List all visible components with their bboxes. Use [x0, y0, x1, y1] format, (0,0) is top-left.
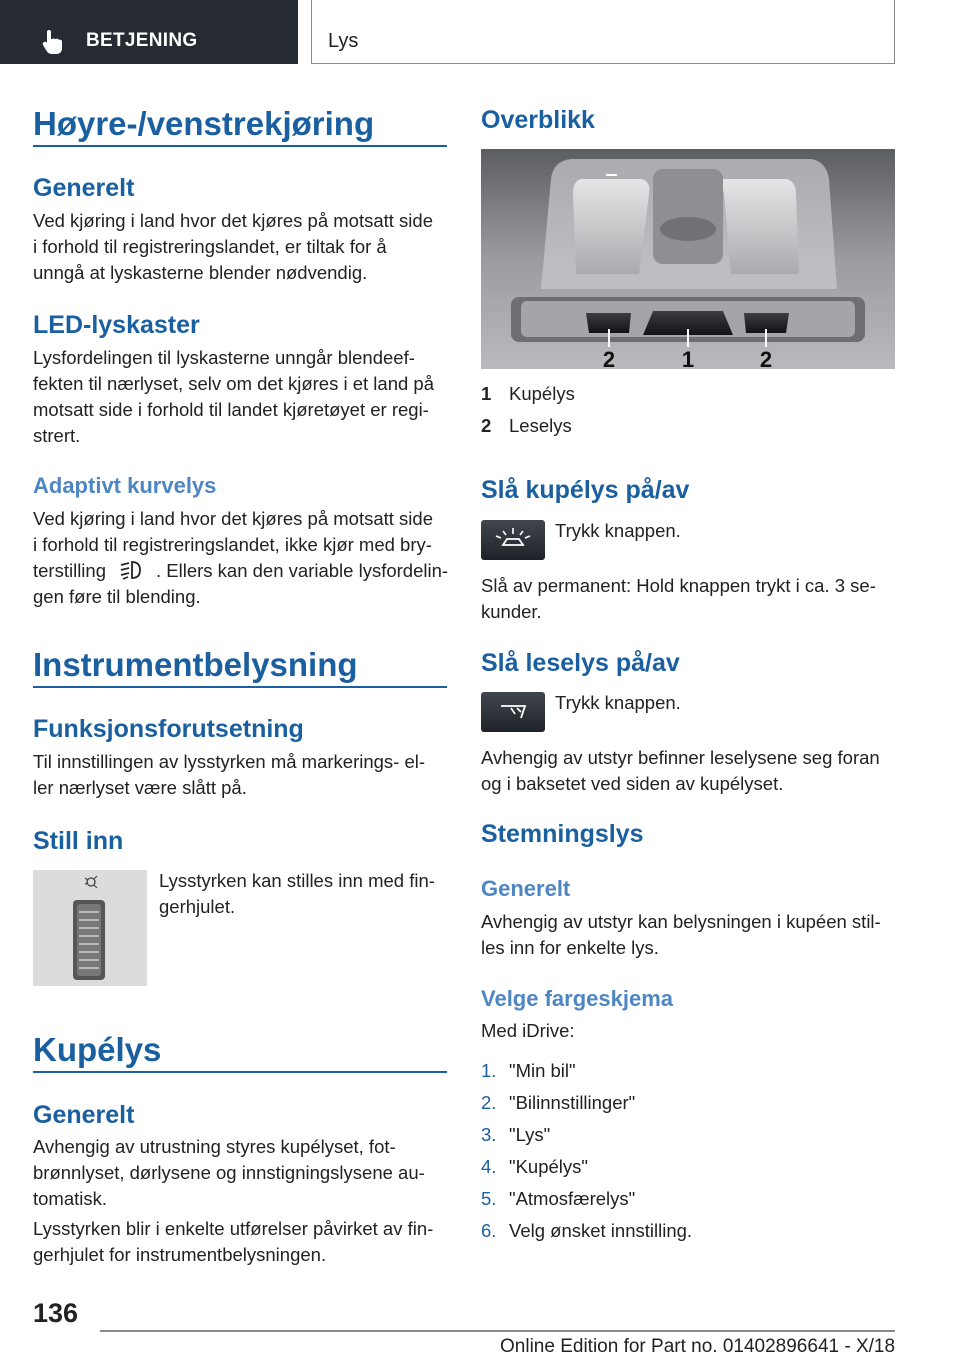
callout-label: 2 [759, 347, 773, 369]
legend-text: Kupélys [509, 383, 575, 404]
subheading-generelt: Generelt [481, 876, 571, 901]
text-fragment: . Ellers kan den variable lysfordelin- [156, 560, 449, 581]
step-number: 6. [481, 1220, 497, 1241]
paragraph-line: i forhold til registreringslandet, ikke kjør med bry- [33, 534, 432, 555]
subheading-kupelys-pa-av: Slå kupélys på/av [481, 476, 690, 504]
paragraph-line: Trykk knappen. [555, 520, 681, 541]
overhead-console-image [481, 149, 895, 369]
step-text: "Min bil" [509, 1060, 576, 1081]
paragraph-line: Til innstillingen av lysstyrken må markerings- el- [33, 751, 426, 772]
paragraph-line: ler nærlyset være slått på. [33, 777, 247, 798]
section-label: BETJENING [86, 30, 198, 51]
heading-rule [33, 145, 447, 147]
subheading-led: LED-lyskaster [33, 311, 200, 339]
heading-hoyre-venstre: Høyre-/venstrekjøring [33, 105, 375, 142]
section-tab [0, 0, 298, 64]
paragraph-line: strert. [33, 425, 81, 446]
subheading-leselys-pa-av: Slå leselys på/av [481, 649, 680, 677]
footer-rule [100, 1330, 895, 1332]
legend-number: 1 [481, 383, 492, 404]
step-text: "Kupélys" [509, 1156, 588, 1177]
subheading-still-inn: Still inn [33, 827, 124, 855]
subheading-generelt: Generelt [33, 1101, 135, 1129]
step-text: Velg ønsket innstilling. [509, 1220, 693, 1241]
paragraph-line: Slå av permanent: Hold knappen trykt i ca. 3 se- [481, 575, 876, 596]
paragraph-line: fekten til nærlyset, selv om det kjøres i et land på [33, 373, 435, 394]
step-text: "Atmosfærelys" [509, 1188, 636, 1209]
legend-text: Leselys [509, 415, 572, 436]
paragraph-line: i forhold til registreringslandet, er tiltak for å [33, 236, 387, 257]
text-fragment: terstilling [33, 560, 106, 581]
interior-light-button-image [481, 520, 545, 560]
step-number: 3. [481, 1124, 497, 1145]
paragraph-line: gerhjulet for instrumentbelysningen. [33, 1244, 327, 1265]
paragraph-line: Avhengig av utstyr befinner leselysene seg foran [481, 747, 880, 768]
paragraph-line: motsatt side i forhold til landet kjøretøyet er regi- [33, 399, 429, 420]
paragraph-line: Avhengig av utstyr kan belysningen i kupéen stil- [481, 911, 881, 932]
paragraph-line: Med iDrive: [481, 1020, 575, 1041]
step-number: 1. [481, 1060, 497, 1081]
subheading-overblikk: Overblikk [481, 106, 595, 134]
step-text: "Bilinnstillinger" [509, 1092, 636, 1113]
paragraph-line: brønnlyset, dørlysene og innstigningslysene au- [33, 1162, 425, 1183]
finger-wheel-icon [33, 870, 147, 986]
paragraph-line: Lysfordelingen til lyskasterne unngår blendeef- [33, 347, 415, 368]
legend-number: 2 [481, 415, 492, 436]
chapter-box [311, 0, 895, 64]
callout-label: 1 [681, 347, 695, 369]
paragraph-line: les inn for enkelte lys. [481, 937, 659, 958]
chapter-label: Lys [328, 30, 359, 52]
paragraph-line: unngå at lyskasterne blender nødvendig. [33, 262, 368, 283]
heading-instrumentbelysning: Instrumentbelysning [33, 646, 358, 683]
finger-wheel-image [33, 870, 147, 986]
heading-rule [33, 1071, 447, 1073]
callout-label: 2 [602, 347, 616, 369]
subheading-fargeskjema: Velge fargeskjema [481, 986, 674, 1011]
paragraph-line: Lysstyrken kan stilles inn med fin- [159, 870, 435, 891]
paragraph-line: Avhengig av utrustning styres kupélyset, fot- [33, 1136, 396, 1157]
reading-light-button-image [481, 692, 545, 732]
headlight-symbol-icon [118, 559, 144, 581]
subheading-stemningslys: Stemningslys [481, 820, 644, 848]
reading-light-icon [481, 692, 545, 732]
step-text: "Lys" [509, 1124, 551, 1145]
step-number: 5. [481, 1188, 497, 1209]
paragraph-line: gen føre til blending. [33, 586, 201, 607]
paragraph-line: og i baksetet ved siden av kupélyset. [481, 773, 784, 794]
step-number: 4. [481, 1156, 497, 1177]
edition-text: Online Edition for Part no. 01402896641 - X/18 [500, 1336, 896, 1357]
heading-rule [33, 686, 447, 688]
paragraph-line: Trykk knappen. [555, 692, 681, 713]
subheading-generelt: Generelt [33, 174, 135, 202]
paragraph-line: Lysstyrken blir i enkelte utførelser påvirket av fin- [33, 1218, 434, 1239]
paragraph-line: Ved kjøring i land hvor det kjøres på motsatt side [33, 508, 433, 529]
step-number: 2. [481, 1092, 497, 1113]
paragraph-line: kunder. [481, 601, 542, 622]
paragraph-line: gerhjulet. [159, 896, 236, 917]
page-number: 136 [33, 1298, 79, 1328]
paragraph-line-with-icon [33, 558, 448, 584]
subheading-adaptiv: Adaptivt kurvelys [33, 473, 217, 498]
interior-light-icon [481, 520, 545, 560]
paragraph-line: Ved kjøring i land hvor det kjøres på motsatt side [33, 210, 433, 231]
heading-kupelys: Kupélys [33, 1031, 162, 1068]
subheading-funksjon: Funksjonsforutsetning [33, 715, 304, 743]
hand-pointer-icon [38, 27, 68, 57]
paragraph-line: tomatisk. [33, 1188, 108, 1209]
